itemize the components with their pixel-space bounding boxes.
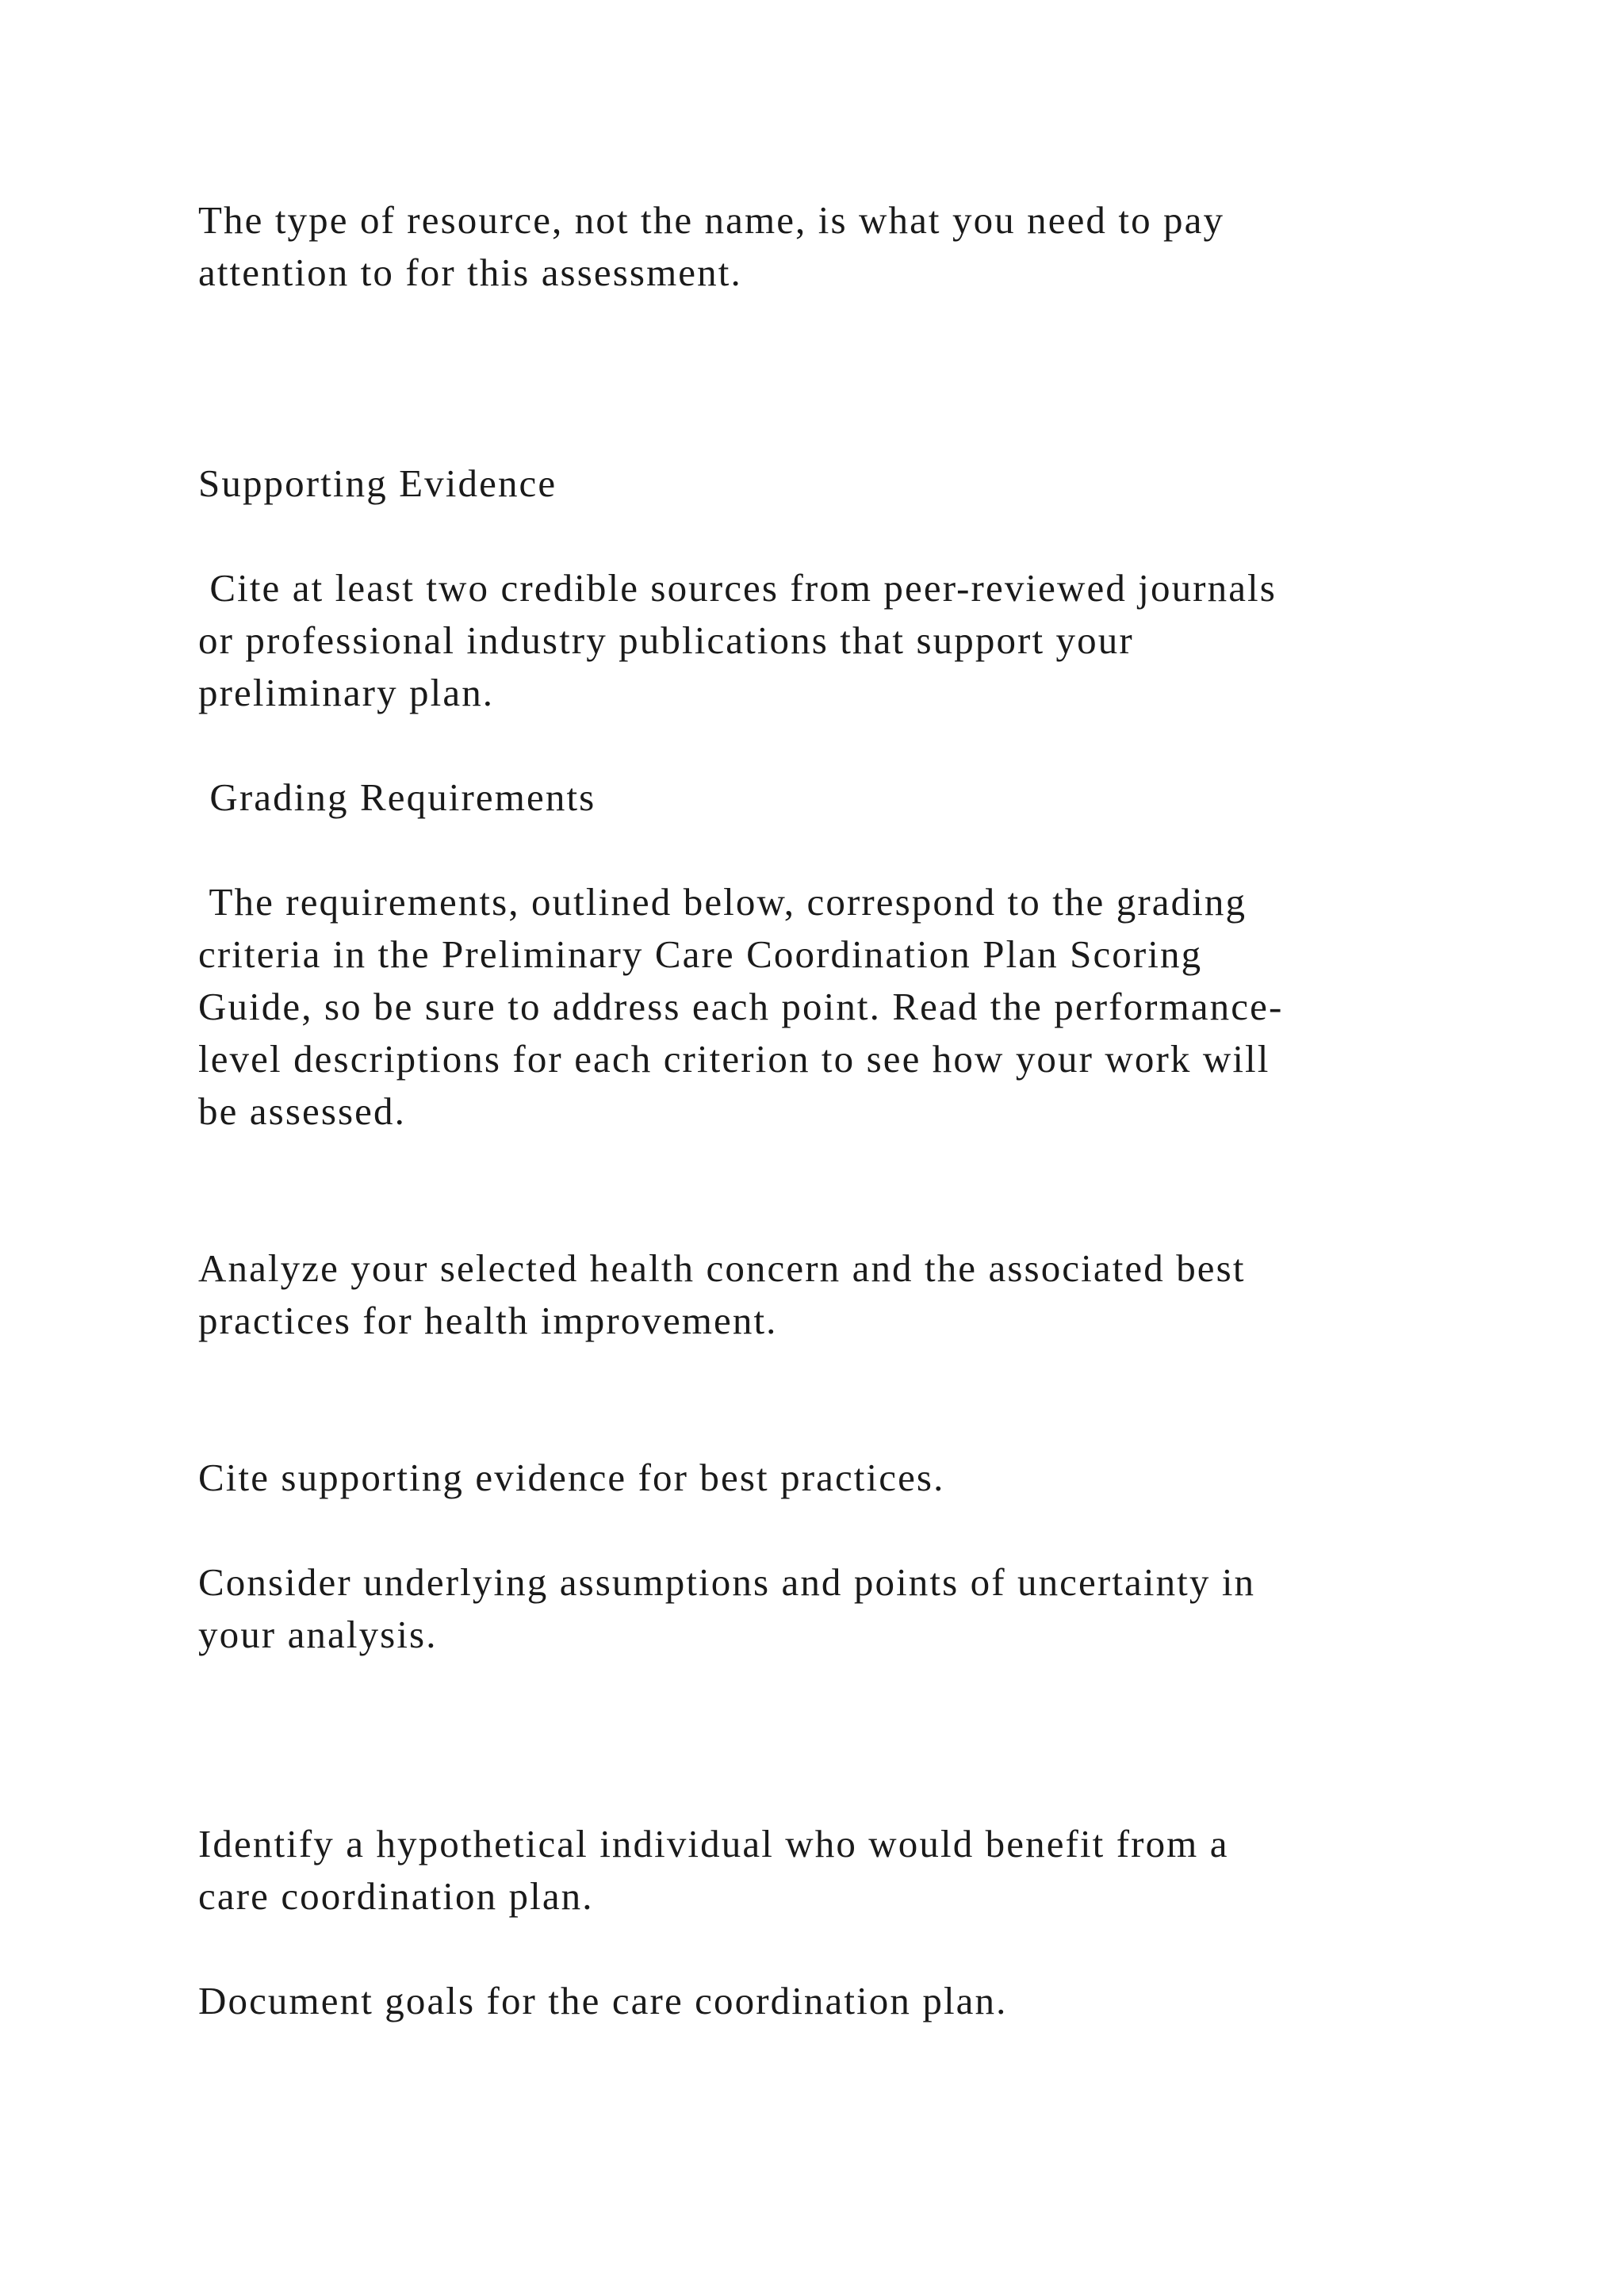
text-line: Cite supporting evidence for best practices. bbox=[198, 1456, 945, 1499]
text-line: or professional industry publications that support your bbox=[198, 618, 1134, 662]
text-line: The requirements, outlined below, correspond to the grading bbox=[198, 880, 1247, 924]
text-line: The type of resource, not the name, is what you need to pay bbox=[198, 198, 1225, 242]
text-line: your analysis. bbox=[198, 1613, 438, 1656]
text-line: Cite at least two credible sources from peer-reviewed journals bbox=[198, 566, 1277, 610]
text-line: criteria in the Preliminary Care Coordination Plan Scoring bbox=[198, 932, 1203, 976]
text-line: Identify a hypothetical individual who would benefit from a bbox=[198, 1822, 1229, 1866]
text-line: Document goals for the care coordination plan. bbox=[198, 1979, 1008, 2022]
text-line: level descriptions for each criterion to see how your work will bbox=[198, 1037, 1270, 1081]
text-line: Guide, so be sure to address each point. Read the performance- bbox=[198, 985, 1284, 1028]
text-line: attention to for this assessment. bbox=[198, 251, 742, 294]
text-line: practices for health improvement. bbox=[198, 1299, 778, 1342]
text-line: Analyze your selected health concern and the associated best bbox=[198, 1246, 1246, 1290]
section-heading: Grading Requirements bbox=[198, 775, 596, 819]
section-heading: Supporting Evidence bbox=[198, 461, 557, 505]
text-line: be assessed. bbox=[198, 1089, 406, 1133]
text-line: care coordination plan. bbox=[198, 1874, 594, 1918]
text-line: Consider underlying assumptions and points of uncertainty in bbox=[198, 1560, 1256, 1604]
text-line: preliminary plan. bbox=[198, 671, 495, 714]
